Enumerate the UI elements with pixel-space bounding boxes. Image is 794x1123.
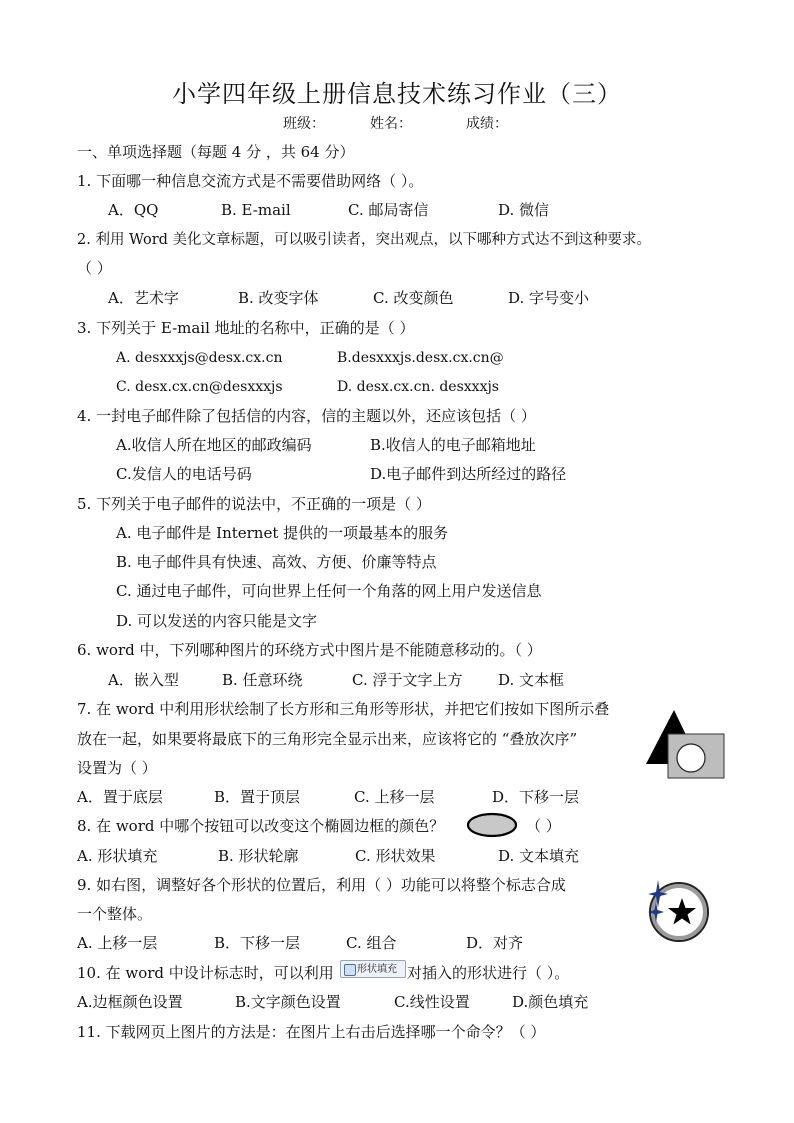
name-field-label: 姓名：: [370, 116, 412, 132]
question-9-option-c: C. 组合: [346, 934, 397, 952]
question-8-stem: 8. 在 word 中哪个按钮可以改变这个椭圆边框的颜色？: [77, 817, 445, 835]
shape-fill-button-label: 形状填充: [357, 964, 397, 975]
question-2-option-b: B. 改变字体: [238, 289, 319, 307]
question-1-option-a: A．QQ: [108, 201, 159, 219]
question-10-option-d: D.颜色填充: [512, 993, 589, 1011]
ellipse-shape: [466, 811, 518, 839]
question-3-option-d: D. desx.cx.cn. desxxxjs: [337, 379, 499, 395]
paint-bucket-icon: [344, 964, 356, 976]
question-8-option-b: B. 形状轮廓: [218, 847, 299, 865]
question-11-stem: 11. 下载网页上图片的方法是：在图片上右击后选择哪一个命令？（ ）: [77, 1023, 546, 1041]
question-5-option-b: B. 电子邮件具有快速、高效、方便、价廉等特点: [116, 553, 437, 571]
question-5-option-a: A. 电子邮件是 Internet 提供的一项最基本的服务: [116, 524, 449, 542]
question-6-option-a: A．嵌入型: [108, 671, 179, 689]
question-6-option-c: C. 浮于文字上方: [352, 671, 463, 689]
question-4-option-d: D.电子邮件到达所经过的路径: [370, 465, 567, 483]
question-4-option-a: A.收信人所在地区的邮政编码: [116, 436, 312, 454]
question-9-stem-continued: 一个整体。: [77, 905, 153, 923]
question-1-option-b: B. E-mail: [221, 201, 291, 219]
question-2-option-a: A．艺术字: [108, 289, 179, 307]
question-4-option-c: C.发信人的电话号码: [116, 465, 252, 483]
circle-shape: [677, 744, 705, 772]
question-6-stem: 6. word 中，下列哪种图片的环绕方式中图片是不能随意移动的。（ ）: [77, 641, 542, 659]
question-7-option-a: A．置于底层: [77, 788, 163, 806]
question-9-stem: 9. 如右图，调整好各个形状的位置后，利用（ ）功能可以将整个标志合成: [77, 876, 566, 894]
question-9-option-a: A. 上移一层: [77, 934, 158, 952]
question-3-stem: 3. 下列关于 E-mail 地址的名称中，正确的是（ ）: [77, 319, 415, 337]
question-10-stem-end: 对插入的形状进行（ ）。: [407, 964, 570, 982]
question-8-option-c: C. 形状效果: [355, 847, 436, 865]
question-1-stem: 1. 下面哪一种信息交流方式是不需要借助网络（ ）。: [77, 172, 424, 190]
question-2-stem: 2. 利用 Word 美化文章标题，可以吸引读者，突出观点，以下哪种方式达不到这种要求。: [77, 232, 652, 248]
question-3-option-b: B.desxxxjs.desx.cx.cn@: [337, 350, 504, 366]
class-field-label: 班级：: [283, 116, 325, 132]
question-1-option-d: D. 微信: [498, 201, 550, 219]
score-field-label: 成绩：: [466, 116, 508, 132]
question-10-option-a: A.边框颜色设置: [77, 993, 183, 1011]
question-4-stem: 4. 一封电子邮件除了包括信的内容，信的主题以外，还应该包括（ ）: [77, 407, 536, 425]
question-10-stem: 10. 在 word 中设计标志时，可以利用: [77, 964, 334, 982]
question-7-stem: 7. 在 word 中利用形状绘制了长方形和三角形等形状，并把它们按如下图所示叠: [77, 700, 610, 718]
section-heading: 一、单项选择题（每题 4 分 ，共 64 分）: [77, 143, 355, 161]
question-5-stem: 5. 下列关于电子邮件的说法中，不正确的一项是（ ）: [77, 495, 431, 513]
logo-figure: [644, 878, 712, 944]
question-4-option-b: B.收信人的电子邮箱地址: [370, 436, 536, 454]
shape-fill-button-image: [340, 960, 406, 978]
question-2-option-c: C. 改变颜色: [373, 289, 454, 307]
question-6-option-d: D. 文本框: [498, 671, 565, 689]
question-8-option-a: A. 形状填充: [77, 847, 158, 865]
question-6-option-b: B. 任意环绕: [222, 671, 303, 689]
question-2-option-d: D. 字号变小: [508, 289, 590, 307]
stacked-shapes-figure: [644, 708, 728, 780]
question-9-option-d: D．对齐: [466, 934, 524, 952]
question-8-answer-blank: （ ）: [526, 817, 561, 835]
question-7-option-c: C. 上移一层: [354, 788, 435, 806]
question-7-option-b: B．置于顶层: [214, 788, 301, 806]
question-8-option-d: D. 文本填充: [498, 847, 580, 865]
question-10-option-b: B.文字颜色设置: [235, 993, 341, 1011]
question-3-option-a: A. desxxxjs@desx.cx.cn: [116, 350, 283, 366]
question-7-option-d: D．下移一层: [492, 788, 580, 806]
question-2-stem-continued: （ ）: [77, 259, 112, 277]
question-9-option-b: B．下移一层: [214, 934, 301, 952]
question-3-option-c: C. desx.cx.cn@desxxxjs: [116, 379, 283, 395]
question-5-option-c: C. 通过电子邮件，可向世界上任何一个角落的网上用户发送信息: [116, 582, 542, 600]
question-5-option-d: D. 可以发送的内容只能是文字: [116, 612, 318, 630]
question-10-option-c: C.线性设置: [394, 993, 470, 1011]
question-1-option-c: C. 邮局寄信: [348, 201, 429, 219]
question-7-stem-continued: 放在一起，如果要将最底下的三角形完全显示出来，应该将它的 “叠放次序”: [77, 730, 578, 748]
page-title: 小学四年级上册信息技术练习作业（三）: [172, 80, 622, 108]
question-7-stem-end: 设置为（ ）: [77, 759, 157, 777]
